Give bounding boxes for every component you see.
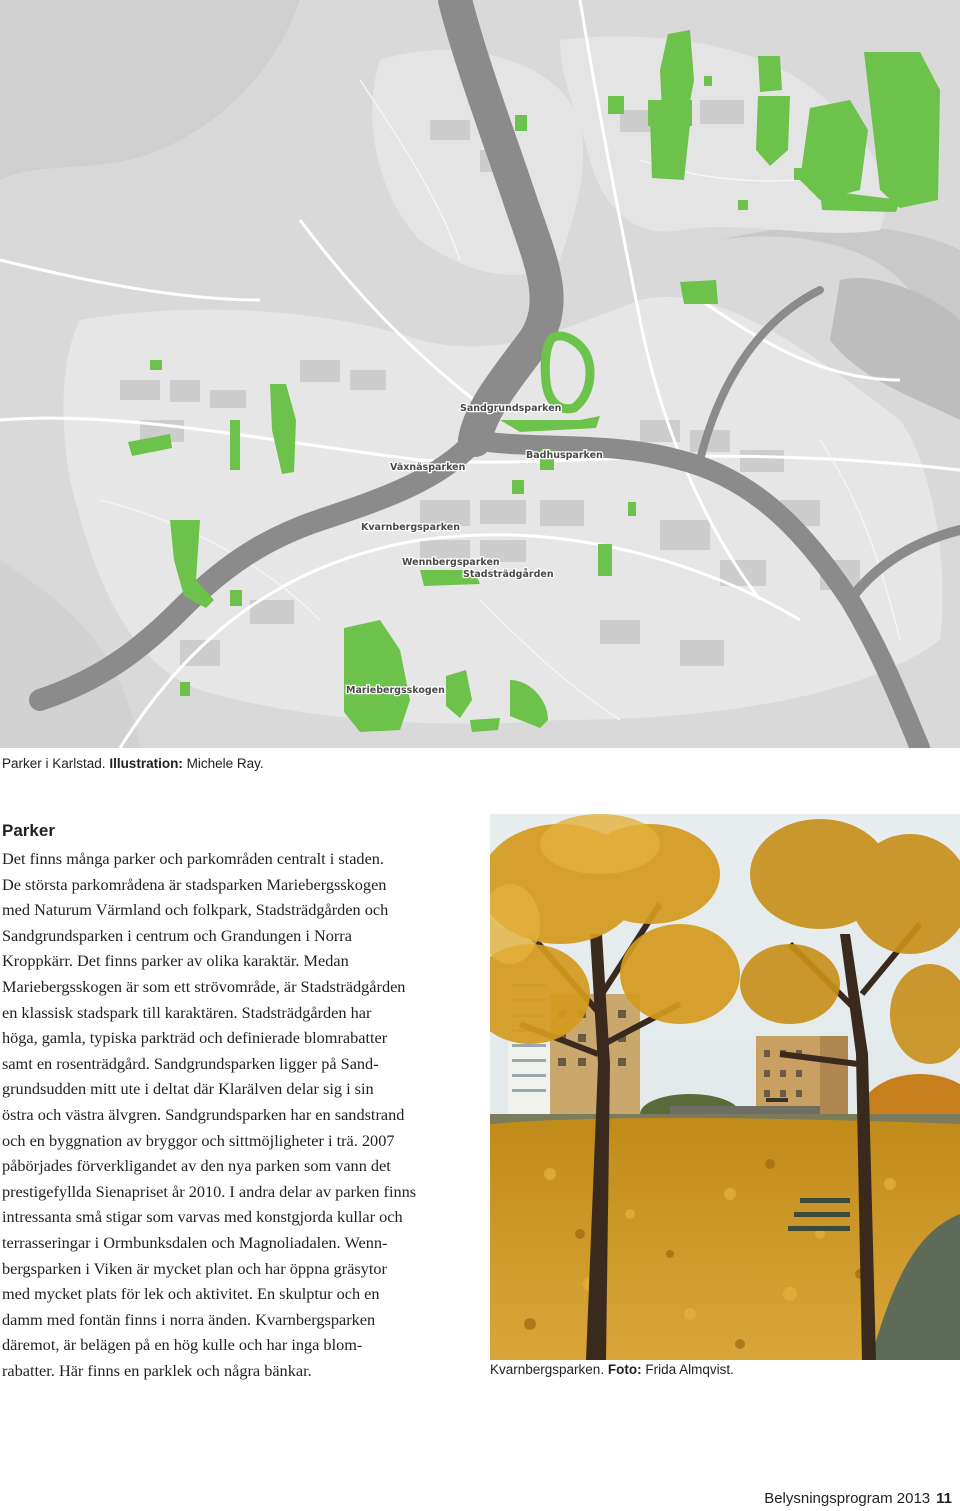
body-text-line: Kroppkärr. Det finns parker av olika karaktär. Medan: [2, 951, 349, 971]
photo-caption: [490, 1362, 734, 1377]
body-text-line: intressanta små stigar som varvas med konstgjorda kullar och: [2, 1207, 403, 1227]
body-text-line: terrasseringar i Ormbunksdalen och Magnoliadalen. Wenn-: [2, 1232, 388, 1252]
body-text-line: Sandgrundsparken i centrum och Grandungen i Norra: [2, 925, 352, 945]
map-caption-credit-name: Michele Ray.: [186, 756, 264, 771]
body-text-line: med mycket plats för lek och aktivitet. En skulptur och en: [2, 1284, 380, 1304]
photo-caption-text: Kvarnbergsparken.: [490, 1362, 605, 1377]
map-label-kvarnbergsparken: Kvarnbergsparken: [361, 522, 460, 533]
body-text-line: samt en rosenträdgård. Sandgrundsparken ligger på Sand-: [2, 1053, 379, 1073]
page-footer: [764, 1490, 952, 1507]
body-text-line: Det finns många parker och parkområden centralt i staden.: [2, 849, 385, 868]
map-label-badhusparken: Badhusparken: [526, 450, 603, 461]
body-text-line: höga, gamla, typiska parkträd och definierade blomrabatter: [2, 1028, 388, 1048]
body-text-line: med Naturum Värmland och folkpark, Stadsträdgården och: [2, 900, 389, 920]
map-caption: [2, 756, 264, 771]
section-heading: Parker: [2, 821, 55, 840]
kvarnbergsparken-photo: [490, 814, 960, 1360]
map-label-wennbergsparken: Wennbergsparken: [402, 557, 500, 568]
map-caption-text: Parker i Karlstad.: [2, 756, 106, 771]
body-text-line: en klassisk stadspark till karaktären. Stadsträdgården har: [2, 1002, 372, 1022]
body-text-line: och en byggnation av bryggor och sittmöjligheter i trä. 2007: [2, 1130, 395, 1150]
map-label-stadstradgarden: Stadsträdgården: [463, 569, 554, 580]
body-text-line: prestigefyllda Sienapriset år 2010. I andra delar av parken finns: [2, 1181, 417, 1201]
map-label-sandgrundsparken: Sandgrundsparken: [460, 403, 562, 414]
page-number: 11: [936, 1490, 952, 1507]
body-text-line: De största parkområdena är stadsparken Mariebergsskogen: [2, 874, 387, 894]
publication-title: Belysningsprogram 2013: [764, 1490, 931, 1507]
photo-caption-credit-name: Frida Almqvist.: [645, 1362, 734, 1377]
body-text-line: östra och västra älvgren. Sandgrundsparken har en sandstrand: [2, 1104, 405, 1124]
body-text: [2, 846, 472, 1383]
body-text-line: påbörjades förverkligandet av den nya parken som vann det: [2, 1156, 391, 1176]
map-caption-credit-label: Illustration:: [109, 756, 183, 771]
park-map: [0, 0, 960, 748]
map-label-mariebergsskogen: Mariebergsskogen: [346, 685, 445, 696]
body-text-line: Mariebergsskogen är som ett strövområde, är Stadsträdgården: [2, 976, 406, 996]
body-text-line: däremot, är belägen på en hög kulle och har inga blom-: [2, 1335, 363, 1355]
photo-caption-credit-label: Foto:: [607, 1362, 642, 1377]
body-text-line: grundsudden mitt ute i deltat där Klarälven delar sig i sin: [2, 1079, 374, 1099]
body-text-line: rabatter. Här finns en parklek och några bänkar.: [2, 1360, 312, 1380]
map-label-vaxnasparken: Växnäsparken: [390, 462, 466, 473]
body-text-line: bergsparken i Viken är mycket plan och har öppna gräsytor: [2, 1258, 387, 1278]
body-text-line: damm med fontän finns i norra änden. Kvarnbergsparken: [2, 1309, 376, 1329]
map-illustration: [0, 0, 960, 748]
photo-illustration: [490, 814, 960, 1360]
